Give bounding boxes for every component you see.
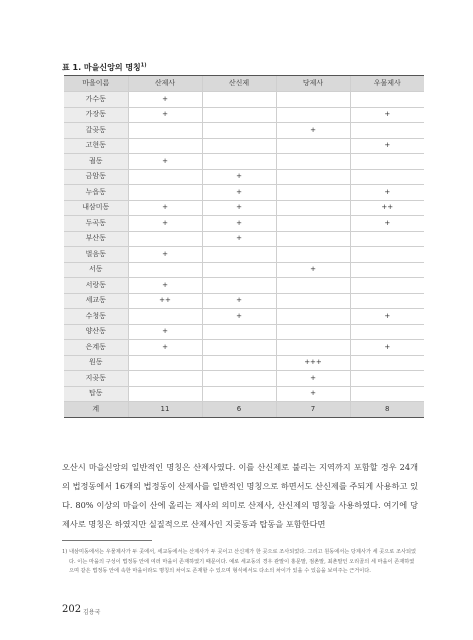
table-header bbox=[64, 76, 424, 92]
table-cell bbox=[350, 324, 424, 340]
village-name-cell: 수청동 bbox=[64, 309, 128, 325]
village-name-cell: 탑동 bbox=[64, 386, 128, 402]
table-cell bbox=[202, 324, 276, 340]
table-row bbox=[64, 355, 424, 371]
table-cell bbox=[128, 309, 202, 325]
village-name-cell: 세교동 bbox=[64, 293, 128, 309]
village-name-cell: 금암동 bbox=[64, 169, 128, 185]
table-row bbox=[64, 107, 424, 123]
table-row bbox=[64, 309, 424, 325]
total-cell: 6 bbox=[202, 402, 276, 418]
table-cell bbox=[128, 386, 202, 402]
table-cell: + bbox=[202, 169, 276, 185]
table-cell bbox=[276, 107, 350, 123]
table-cell: + bbox=[350, 309, 424, 325]
table-cell: + bbox=[128, 247, 202, 263]
table-cell bbox=[202, 138, 276, 154]
table-row bbox=[64, 278, 424, 294]
footnote: 1) 내삼미동에서는 우물제사가 두 곳에서, 세교동에서는 산제사가 두 곳이고 산신제가 한 곳으로 조사되었다. 그리고 원동에서는 당제사가 세 곳으로 조사되었다. 이는 마을의 구성이 법정동 안에 여러 마을이 존재하였기 때문이다. 예로 세교동의 경우 관말이 홍문말, 점촌말, 최촌말인 오리골의 세 마을이 존재하였으며 같은 법정동 안에 속한 마을이라도 명칭의 차이도 존재할 수 있으며 형식에서도 다소의 차이가 있을 수 있음을 보여주는 근거이다. bbox=[62, 549, 417, 575]
table-cell: + bbox=[128, 340, 202, 356]
table-body bbox=[64, 92, 424, 402]
table-cell: + bbox=[202, 216, 276, 232]
table-cell: + bbox=[202, 185, 276, 201]
table-cell bbox=[276, 247, 350, 263]
table-cell: + bbox=[202, 293, 276, 309]
total-cell: 8 bbox=[350, 402, 424, 418]
table-cell: + bbox=[128, 216, 202, 232]
table-row bbox=[64, 200, 424, 216]
table-cell bbox=[276, 216, 350, 232]
table-row bbox=[64, 293, 424, 309]
table-row bbox=[64, 262, 424, 278]
table-cell: + bbox=[128, 92, 202, 108]
village-name-cell: 가수동 bbox=[64, 92, 128, 108]
table-cell: + bbox=[350, 138, 424, 154]
village-name-cell: 고현동 bbox=[64, 138, 128, 154]
table-cell bbox=[202, 247, 276, 263]
total-label: 계 bbox=[64, 402, 128, 418]
table-cell bbox=[276, 154, 350, 170]
village-name-cell: 양산동 bbox=[64, 324, 128, 340]
table-cell bbox=[128, 123, 202, 139]
table-cell bbox=[128, 138, 202, 154]
village-name-cell: 서랑동 bbox=[64, 278, 128, 294]
table-cell: + bbox=[128, 278, 202, 294]
table-cell bbox=[202, 386, 276, 402]
table-cell bbox=[276, 293, 350, 309]
table-cell bbox=[128, 355, 202, 371]
table-cell bbox=[276, 278, 350, 294]
table-caption bbox=[62, 62, 147, 73]
village-name-cell: 두곡동 bbox=[64, 216, 128, 232]
table-cell bbox=[350, 169, 424, 185]
table-cell: + bbox=[128, 154, 202, 170]
table-row bbox=[64, 247, 424, 263]
header-cell-sanjesa: 산제사 bbox=[128, 76, 202, 92]
table-cell: + bbox=[276, 262, 350, 278]
total-cell: 7 bbox=[276, 402, 350, 418]
table-cell bbox=[276, 185, 350, 201]
header-cell-dangjesa: 당제사 bbox=[276, 76, 350, 92]
footnote-marker: 1) bbox=[140, 62, 147, 69]
table-cell bbox=[350, 154, 424, 170]
village-name-cell: 서동 bbox=[64, 262, 128, 278]
table-cell bbox=[202, 355, 276, 371]
table-cell bbox=[276, 309, 350, 325]
table-cell bbox=[202, 123, 276, 139]
table-row bbox=[64, 231, 424, 247]
table-cell bbox=[202, 92, 276, 108]
table-cell: + bbox=[128, 324, 202, 340]
table-cell bbox=[128, 169, 202, 185]
table-cell: + bbox=[276, 371, 350, 387]
table-cell bbox=[128, 262, 202, 278]
table-row bbox=[64, 92, 424, 108]
table-cell bbox=[202, 154, 276, 170]
header-cell-village: 마을이름 bbox=[64, 76, 128, 92]
table-caption-text: 표 1. 마을신앙의 명칭 bbox=[62, 63, 141, 72]
body-paragraph: 오산시 마을신앙의 일반적인 명칭은 산제사였다. 이를 산신제로 불리는 지역까지 포함할 경우 24개의 법정동에서 16개의 법정동이 산제사를 일반적인 명칭으로 하면서도 산신제를 주되게 사용하고 있다. 80% 이상의 마을이 산에 올리는 제사의 의미로 산제사, 산신제의 명칭을 사용하였다. 여기에 당제사로 명칭은 하였지만 실질적으로 산제사인 지곶동과 탑동을 포함한다면 bbox=[62, 462, 418, 529]
table-cell bbox=[202, 340, 276, 356]
table-cell bbox=[350, 293, 424, 309]
table-row bbox=[64, 169, 424, 185]
header-cell-umuljesa: 우물제사 bbox=[350, 76, 424, 92]
table-cell bbox=[350, 247, 424, 263]
table-cell bbox=[350, 386, 424, 402]
table-cell bbox=[276, 138, 350, 154]
table-cell bbox=[350, 355, 424, 371]
table-cell bbox=[202, 371, 276, 387]
village-name-cell: 가장동 bbox=[64, 107, 128, 123]
village-name-cell: 원동 bbox=[64, 355, 128, 371]
table-cell bbox=[276, 200, 350, 216]
table-cell: + bbox=[202, 309, 276, 325]
footnote-divider bbox=[62, 540, 152, 541]
table-cell bbox=[202, 278, 276, 294]
table-cell: ++ bbox=[128, 293, 202, 309]
table-cell: +++ bbox=[276, 355, 350, 371]
running-author: 김용국 bbox=[83, 609, 101, 616]
table-cell bbox=[350, 123, 424, 139]
village-name-cell: 은계동 bbox=[64, 340, 128, 356]
table-cell bbox=[128, 371, 202, 387]
table-cell bbox=[128, 231, 202, 247]
table-cell: + bbox=[128, 107, 202, 123]
village-name-cell: 누읍동 bbox=[64, 185, 128, 201]
village-belief-table bbox=[64, 75, 424, 418]
table-cell: + bbox=[276, 123, 350, 139]
table-cell: + bbox=[350, 340, 424, 356]
table-row bbox=[64, 138, 424, 154]
page-number: 202 bbox=[62, 604, 82, 615]
table-cell bbox=[350, 231, 424, 247]
table-cell bbox=[202, 107, 276, 123]
table-cell: + bbox=[350, 107, 424, 123]
table-cell bbox=[128, 185, 202, 201]
table-cell bbox=[350, 92, 424, 108]
table-cell bbox=[276, 169, 350, 185]
table-row bbox=[64, 386, 424, 402]
total-row bbox=[64, 402, 424, 418]
table-row bbox=[64, 340, 424, 356]
header-row bbox=[64, 76, 424, 92]
table-cell bbox=[350, 278, 424, 294]
village-name-cell: 벌음동 bbox=[64, 247, 128, 263]
table-cell: + bbox=[350, 185, 424, 201]
table-row bbox=[64, 216, 424, 232]
table-cell bbox=[276, 92, 350, 108]
village-name-cell: 내삼미동 bbox=[64, 200, 128, 216]
table-cell: + bbox=[202, 231, 276, 247]
table-cell: + bbox=[202, 200, 276, 216]
table-cell bbox=[276, 231, 350, 247]
village-name-cell: 지곶동 bbox=[64, 371, 128, 387]
table-cell: + bbox=[276, 386, 350, 402]
table-row bbox=[64, 154, 424, 170]
table-row bbox=[64, 185, 424, 201]
table-cell: + bbox=[128, 200, 202, 216]
village-name-cell: 부산동 bbox=[64, 231, 128, 247]
table-row bbox=[64, 123, 424, 139]
village-name-cell: 궐동 bbox=[64, 154, 128, 170]
village-name-cell: 갈곶동 bbox=[64, 123, 128, 139]
total-cell: 11 bbox=[128, 402, 202, 418]
table-cell bbox=[276, 340, 350, 356]
table-row bbox=[64, 371, 424, 387]
table-cell bbox=[276, 324, 350, 340]
table-cell: + bbox=[350, 216, 424, 232]
table-cell bbox=[202, 262, 276, 278]
table-cell bbox=[350, 371, 424, 387]
table-cell: ++ bbox=[350, 200, 424, 216]
table-cell bbox=[350, 262, 424, 278]
header-cell-sansinje: 산신제 bbox=[202, 76, 276, 92]
table-row bbox=[64, 324, 424, 340]
